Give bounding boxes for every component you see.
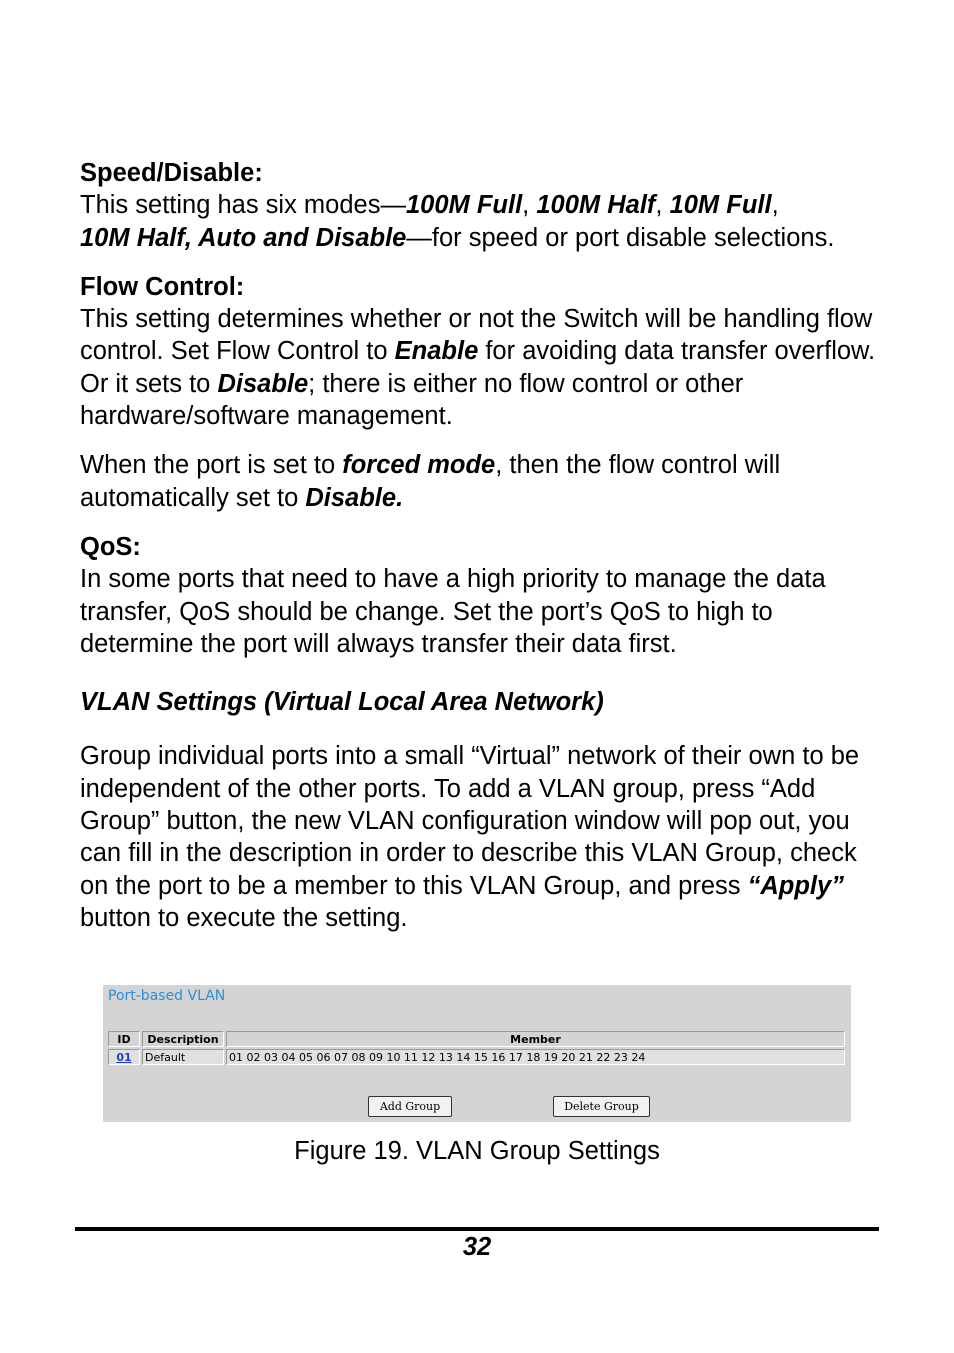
forced-text-2: , then the flow control will automatically set to <box>80 451 781 512</box>
speed-sep-1: , <box>522 191 537 220</box>
forced-mode: forced mode <box>342 451 496 480</box>
vlan-apply: “Apply” <box>747 871 844 900</box>
speed-heading: Speed/Disable: <box>80 159 263 187</box>
flow-heading: Flow Control: <box>80 272 245 301</box>
vlan-text-1: Group individual ports into a small “Virtual” network of their own to be independent of the other ports. To add a VLAN group, press “Add Group” button, the new VLAN configuration window will pop out, you can fill in the description in order to describe this VLAN Group, check on the port to be a member to this VLAN Group, and press <box>80 742 860 900</box>
speed-text-2: —for speed or port disable selections. <box>406 223 835 252</box>
figure-caption: Figure 19. VLAN Group Settings <box>294 1137 660 1165</box>
vlan-id-link[interactable]: 01 <box>108 1049 140 1065</box>
table-row <box>108 1049 845 1065</box>
vlan-member-cell: 01 02 03 04 05 06 07 08 09 10 11 12 13 14 15 16 17 18 19 20 21 22 23 24 <box>226 1049 845 1065</box>
flow-section <box>80 271 880 432</box>
forced-paragraph <box>80 449 880 514</box>
flow-disable: Disable <box>217 369 309 398</box>
flow-enable: Enable <box>394 337 479 366</box>
panel-title: Port-based VLAN <box>108 988 226 1004</box>
vlan-screenshot-panel <box>103 985 851 1122</box>
col-id-header: ID <box>108 1031 140 1047</box>
vlan-table <box>106 1029 847 1067</box>
qos-section <box>80 531 880 660</box>
vlan-description-cell: Default <box>142 1049 224 1065</box>
footer-rule <box>75 1227 879 1231</box>
speed-sep-3: , <box>771 191 779 220</box>
qos-heading: QoS: <box>80 532 141 561</box>
qos-paragraph: In some ports that need to have a high priority to manage the data transfer, QoS should be change. Set the port’s QoS to high to determine the port will always transfer their data first. <box>80 565 826 658</box>
flow-text-3: ; there is either no flow control or other hardware/software management. <box>80 369 744 431</box>
speed-mode-4: 10M Half, Auto and Disable <box>80 223 407 252</box>
forced-disable: Disable. <box>305 483 404 512</box>
forced-section <box>80 449 880 514</box>
col-description-header: Description <box>142 1031 224 1047</box>
speed-mode-3: 10M Full <box>669 191 772 220</box>
speed-sep-2: , <box>655 191 670 220</box>
flow-text-2: for avoiding data transfer overflow. Or it sets to <box>80 337 876 398</box>
speed-mode-1: 100M Full <box>405 191 523 220</box>
vlan-paragraph <box>80 740 880 934</box>
add-group-button[interactable]: Add Group <box>368 1096 452 1117</box>
col-member-header: Member <box>226 1031 845 1047</box>
vlan-heading: VLAN Settings (Virtual Local Area Network) <box>80 688 604 717</box>
flow-text-1: This setting determines whether or not the Switch will be handling flow control. Set Flow Control to <box>80 305 873 366</box>
table-header-row <box>108 1031 845 1047</box>
speed-section <box>80 157 880 254</box>
vlan-text-2: button to execute the setting. <box>80 903 408 932</box>
flow-paragraph <box>80 303 880 432</box>
document-body <box>80 157 880 934</box>
speed-text-1: This setting has six modes— <box>80 191 406 220</box>
speed-paragraph <box>80 189 880 254</box>
forced-text-1: When the port is set to <box>80 451 343 480</box>
speed-mode-2: 100M Half <box>536 191 656 220</box>
page-number: 32 <box>462 1233 492 1261</box>
delete-group-button[interactable]: Delete Group <box>553 1096 650 1117</box>
